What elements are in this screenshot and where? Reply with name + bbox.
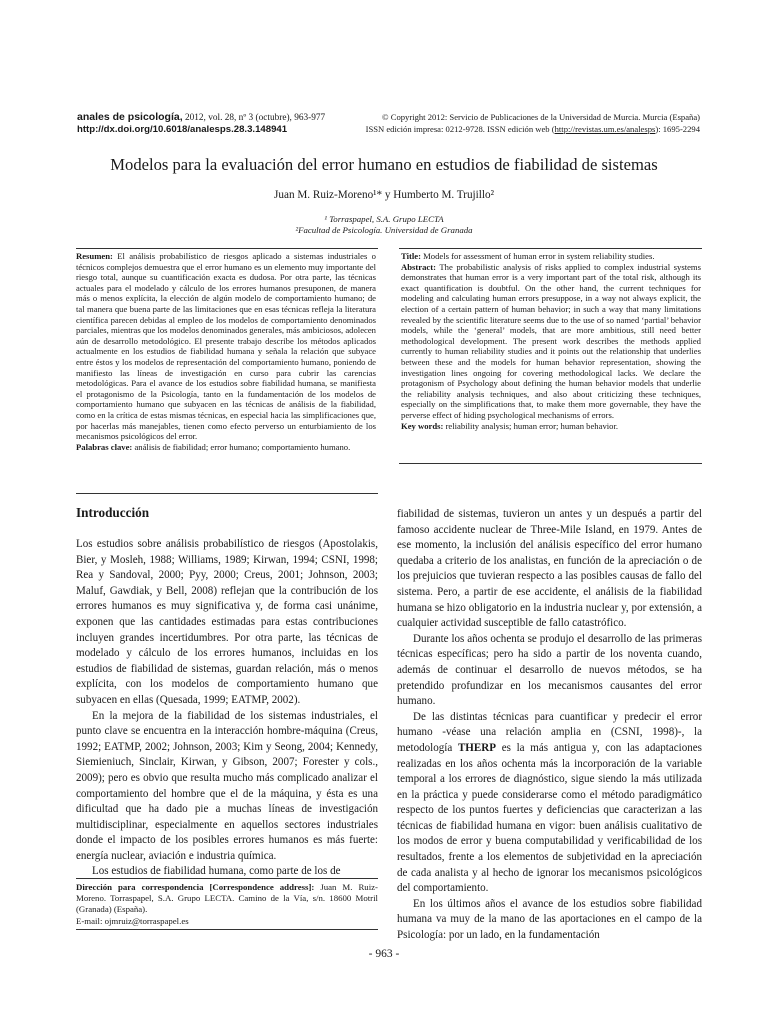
abstract-en-label: Abstract: — [401, 261, 436, 272]
copyright-header — [360, 111, 700, 135]
authors: Juan M. Ruiz-Moreno¹* y Humberto M. Trujillo² — [274, 189, 494, 201]
therp-term: THERP — [457, 741, 496, 754]
abstract-top-rule-en — [399, 248, 702, 249]
abstract-bottom-rule-en — [399, 463, 702, 464]
keywords-text: análisis de fiabilidad; error humano; comportamiento humano. — [132, 441, 351, 452]
title-en-text: Models for assessment of human error in system reliability studies. — [420, 251, 655, 261]
right-column — [397, 507, 702, 944]
doi-link[interactable]: http://dx.doi.org/10.6018/analesps.28.3.148941 — [77, 124, 288, 135]
abstract-label: Resumen: — [76, 251, 113, 261]
page-number: - 963 - — [368, 948, 400, 960]
article-title: Modelos para la evaluación del error humano en estudios de fiabilidad de sistemas — [110, 155, 658, 174]
journal-name: anales de psicología, — [77, 111, 183, 123]
intro-paragraph: Los estudios sobre análisis probabilístico de riesgos (Apostolakis, Bier, y Mosleh, 1988; Williams, 1989; Kirwan, 1994; CSNI, 1998; Rea y Sandoval, 2000; Pyy, 2000; Creus, 2001; Johnson, 2003; Maluf, Gawdiak, y Bell, 2008) reflejan que la contribución de los errores humanos es muy significativa y, de forma casi unánime, exponen que las cantidades estimadas para estas contribuciones incluyen grandes incertidumbres. Por otra parte, las técnicas de modelado y cálculo de los errores humanos, incluidas en los estudios de fiabilidad de sistemas, guardan relación, más o menos explícita, con los modelos de comportamiento humano que subyacen en ellas (Quesada, 1999; EATMP, 2002). — [76, 538, 378, 706]
affiliation-2: ²Facultad de Psicología. Universidad de Granada — [295, 224, 473, 235]
intro-paragraph: Los estudios de fiabilidad humana, como parte de los de — [92, 865, 341, 878]
abstract-english — [401, 251, 701, 431]
correspondence-text: Juan M. Ruiz-Moreno. Torraspapel, S.A. Grupo LECTA. Camino de la Vía, s/n. 18600 Motril (Granada) (España). — [76, 882, 378, 915]
abstract-spanish — [76, 251, 376, 452]
keywords-en-label: Key words: — [401, 420, 444, 431]
affiliation-1: ¹ Torraspapel, S.A. Grupo LECTA — [324, 214, 444, 224]
journal-issue: 2012, vol. 28, nº 3 (octubre), 963-977 — [182, 113, 326, 123]
correspondence-email[interactable]: E-mail: ojmruiz@torraspapel.es — [76, 915, 189, 926]
correspondence-box — [76, 878, 378, 930]
section-heading: Introducción — [76, 505, 150, 520]
intro-paragraph: En la mejora de la fiabilidad de los sistemas industriales, el punto clave se encuentra en la interacción hombre-máquina (Creus, 1992; EATMP, 2002; Johnson, 2003; Kim y Seong, 2004; Kennedy, Siemieniuch, Sinclair, Kirwan, y Gibson, 2007; Forester y cols., 2009); pero es obvio que resulta mucho más complicado analizar el comportamiento del hombre que el de la máquina, y ésta es una dificultad que ha dado pie a muchas líneas de investigación multidisciplinar, especialmente en aquellos sectores industriales donde el impacto de los posibles errores humanos es más fuerte: energía nuclear, aviación e industria química. — [76, 709, 378, 862]
keywords-label: Palabras clave: — [76, 441, 133, 452]
journal-header — [77, 111, 325, 136]
abstract-text: El análisis probabilístico de riesgos aplicado a sistemas industriales o técnicos complejos demuestra que el error humano es un elemento muy importante del riesgo total, aunque su cuantificación exacta es dudosa. Por otra parte, las técnicas actuales para el modelado y cálculo de los errores humanos presuponen, de manera más o menos explícita, la elección de algún modelo de comportamiento humano; de tal manera que buena parte de las limitaciones que en esas técnicas refleja la literatura científica parecen debidas al empleo de los modelos de comportamiento denominados parciales, mientras que los modelos denominados generales, más ambiciosos, adolecen aún de desarrollo metodológico. El presente trabajo describe los métodos aplicados actualmente en los estudios de fiabilidad humana y señala la relación que subyace entre éstos y los modelos de representación del comportamiento humano, poniendo de manifiesto las líneas de investigación en curso para cubrir las carencias metodológicas. Para el avance de los estudios sobre fiabilidad humana, se manifiesta el protagonismo de la Psicología, tanto en la fundamentación de los modelos de comportamiento humano que subyacen en las técnicas de análisis de la fiabilidad, como en la crítica de estas mismas técnicas, en especial hacia las simplificaciones que, por hacerlas más manejables, tienen como efecto perverso un enturbiamiento de los mecanismos psicológicos del error. — [76, 251, 376, 442]
intro-text: De las distintas técnicas para cuantificar y predecir el error humano -véase una relación amplia en (CSNI, 1998)-, la metodología — [397, 710, 702, 754]
correspondence-label: Dirección para correspondencia [Correspondence address]: — [76, 882, 315, 892]
intro-paragraph: Durante los años ochenta se produjo el desarrollo de las primeras técnicas específicas; pero ha sido a partir de los noventa cuando, además de continuar el desarrollo de nuevos métodos, se ha pretendido profundizar en los mecanismos causantes del error humano. — [397, 632, 702, 708]
issn-prefix: ISSN edición impresa: 0212-9728. ISSN edición web ( — [365, 124, 555, 134]
intro-paragraph — [397, 710, 702, 897]
abstract-top-rule-es — [76, 248, 378, 249]
abstract-bottom-rule-es — [76, 493, 378, 494]
title-en-label: Title: — [401, 251, 421, 261]
copyright-line: © Copyright 2012: Servicio de Publicaciones de la Universidad de Murcia. Murcia (España) — [382, 112, 700, 122]
intro-paragraph: En los últimos años el avance de los estudios sobre fiabilidad humana va muy de la mano de las aportaciones en el campo de la Psicología: por un lado, en la fundamentación — [397, 897, 702, 942]
keywords-en-text: reliability analysis; human error; human behavior. — [443, 420, 619, 431]
affiliations — [0, 214, 768, 235]
left-column — [76, 537, 378, 880]
intro-text: es la más antigua y, con las adaptaciones realizadas en los años ochenta más la incorporación de la variable temporal a los errores de diagnóstico, sigue siendo la más utilizada en la práctica y puede considerarse como el método paradigmático respecto de los puntos fuertes y deficiencias que caracterizan a las técnicas de fiabilidad humana en vigor: buen análisis cualitativo de los modos de error y buena computabilidad y verificabilidad de los resultados, frente a los elementos de subjetividad en la apreciación de cada analista y al hecho de ignorar los mecanismos psicológicos del comportamiento. — [397, 741, 702, 895]
issn-suffix: ): 1695-2294 — [655, 124, 700, 134]
journal-web-link[interactable]: http://revistas.um.es/analesps — [554, 124, 656, 134]
abstract-en-text: The probabilistic analysis of risks applied to complex industrial systems demonstrates that human error is a very important part of the total risk, although its exact quantification is doubtful. On the other hand, the current techniques for modeling and calculating human errors presuppose, in a way not always explicit, the election of a certain pattern of human behavior; in such a way that many limitations revealed by the scientific literature seems due to the use of so named ‘partial’ behavior models, while the ‘general’ models, that are more ambitious, still need better methodological development. The present work describes the methods applied currently to human reliability studies and it points out the relationship that underlies between these and the models for human behavior representation, showing the investigation lines ongoing for covering methodological lacks. We declare the protagonism of Psychology about defining the human behavior models that underlie the reliability analysis techniques, and also about criticizing these techniques, especially on the simplifications that, to make them more governable, they have the perverse effect of hiding psychological mechanisms of errors. — [401, 261, 701, 420]
intro-paragraph: fiabilidad de sistemas, tuvieron un antes y un después a partir del famoso accidente nuclear de Three-Mile Island, en 1979. Antes de ese momento, la inclusión del análisis específico del error humano quedaba a criterio de los analistas, en función de la apreciación o de los prejuicios que tuvieran respecto a las posibles causas de fallo del sistema. Pero, a partir de ese accidente, el análisis de la fiabilidad humana se hizo obligatorio en la industria nuclear y, por extensión, a cualquier actividad susceptible de fallo catastrófico. — [397, 508, 702, 630]
